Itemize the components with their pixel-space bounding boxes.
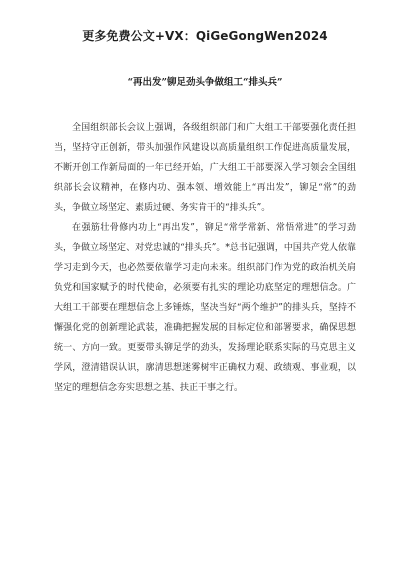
document-title: “再出发”铆足劲头争做组工“排头兵” (127, 77, 283, 88)
paragraph: 全国组织部长会议上强调，各级组织部门和广大组工干部要强化责任担当，坚持守正创新，带头加强作风建设以高质量组织工作促进高质量发展，不断开创工作新局面的一年已经开始，广大组工干部要深入学习领会全国组织部长会议精神，在修内功、强本领、增效能上“再出发”，铆足“常”的劲头，争做立场坚定、素质过硬、务实肯干的“排头兵”。 (54, 123, 356, 213)
paragraph: 在强筋壮骨修内功上“再出发”，铆足“常学常新、常悟常进”的学习劲头，争做立场坚定、对党忠诚的“排头兵”。*总书记强调，中国共产党人依靠学习走到今天，也必然要依靠学习走向未来。组织部门作为党的政治机关肩负党和国家赋予的时代使命，必须要有扎实的理论功底坚定的理想信念。广大组工干部要在理想信念上多锤炼，坚决当好“两个维护”的排头兵，坚持不懈强化党的创新理论武装，准确把握发展的目标定位和部署要求，确保思想统一、方向一致。更要带头铆足学的劲头，发扬理论联系实际的马克思主义学风，澄清错误认识，廓清思想迷雾树牢正确权力观、政绩观、事业观，以坚定的理想信念夯实思想之基、扶正干事之行。 (54, 223, 356, 393)
promo-header: 更多免费公文+VX：QiGeGongWen2024 (82, 29, 328, 43)
